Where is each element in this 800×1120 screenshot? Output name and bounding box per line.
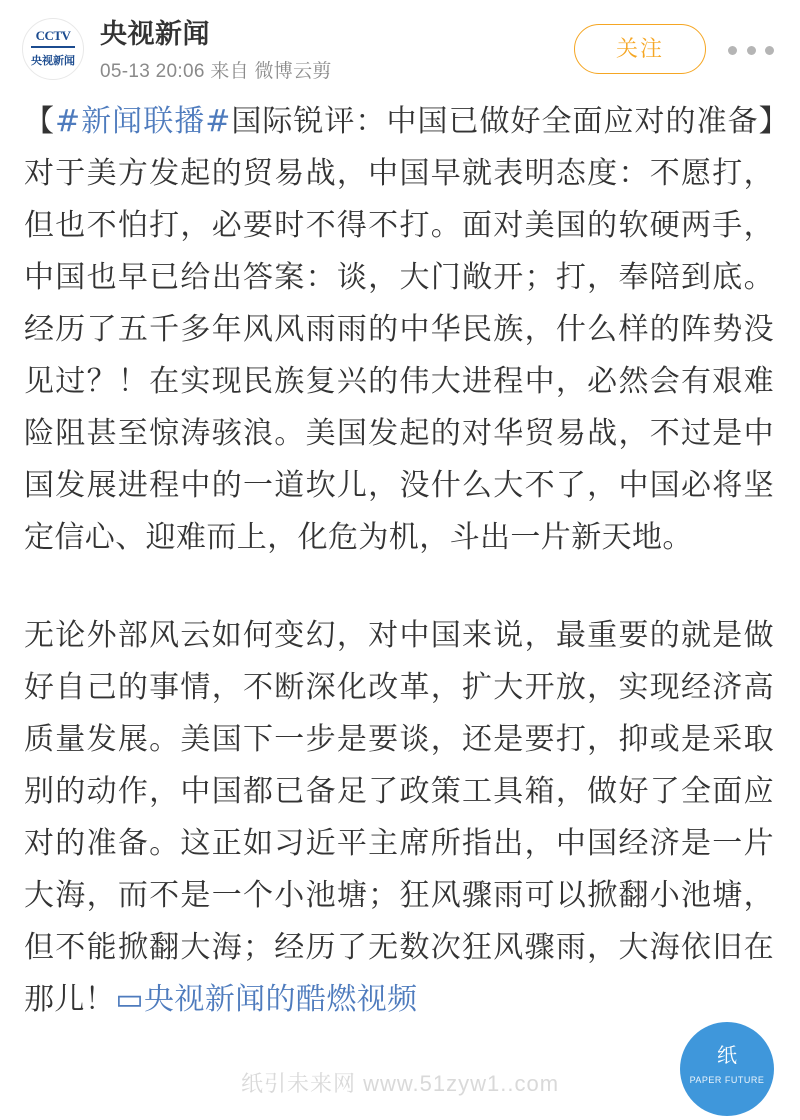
post-paragraph-2 [24,610,774,1026]
video-icon: ▭ [115,982,144,1017]
follow-button[interactable]: 关注 [574,24,706,74]
avatar-divider [31,46,75,48]
author-block [100,16,574,84]
post-content [0,96,800,1026]
watermark-badge [680,1022,774,1116]
watermark-text: 纸引未来网 www.51zyw1..com [240,1071,560,1096]
video-link-label: 央视新闻的酷燃视频 [143,982,418,1017]
video-link[interactable] [115,982,417,1017]
more-dots-icon[interactable] [728,38,774,62]
watermark-badge-text: 纸 [717,1045,737,1067]
watermark-badge-sub: PAPER FUTURE [689,1075,765,1085]
avatar[interactable] [22,18,84,80]
dot [728,46,737,55]
dot [747,46,756,55]
author-name[interactable]: 央视新闻 [100,19,210,49]
hashtag-link[interactable]: #新闻联播# [55,104,231,139]
post-header [0,0,800,96]
paragraph-prefix: 【 [24,104,56,139]
post-paragraph-1 [24,96,774,564]
dot [765,46,774,55]
post-meta: 05-13 20:06 来自 微博云剪 [100,61,332,82]
paragraph-body: 无论外部风云如何变幻，对中国来说，最重要的就是做好自己的事情，不断深化改革，扩大开放，实现经济高质量发展。美国下一步是要谈，还是要打，抑或是采取别的动作，中国都已备足了政策工具箱，做好了全面应对的准备。这正如习近平主席所指出，中国经济是一片大海，而不是一个小池塘；狂风骤雨可以掀翻小池塘，但不能掀翻大海；经历了无数次狂风骤雨，大海依旧在那儿！ [24,618,774,1017]
avatar-top-text: CCTV [35,28,71,43]
paragraph-body: 国际锐评：中国已做好全面应对的准备】对于美方发起的贸易战，中国早就表明态度：不愿打，但也不怕打，必要时不得不打。面对美国的软硬两手，中国也早已给出答案：谈，大门敞开；打，奉陪到底。经历了五千多年风风雨雨的中华民族，什么样的阵势没见过？！在实现民族复兴的伟大进程中，必然会有艰难险阻甚至惊涛骇浪。美国发起的对华贸易战，不过是中国发展进程中的一道坎儿，没什么大不了，中国必将坚定信心、迎难而上，化危为机，斗出一片新天地。 [24,104,774,555]
avatar-bottom-text: 央视新闻 [31,55,75,67]
